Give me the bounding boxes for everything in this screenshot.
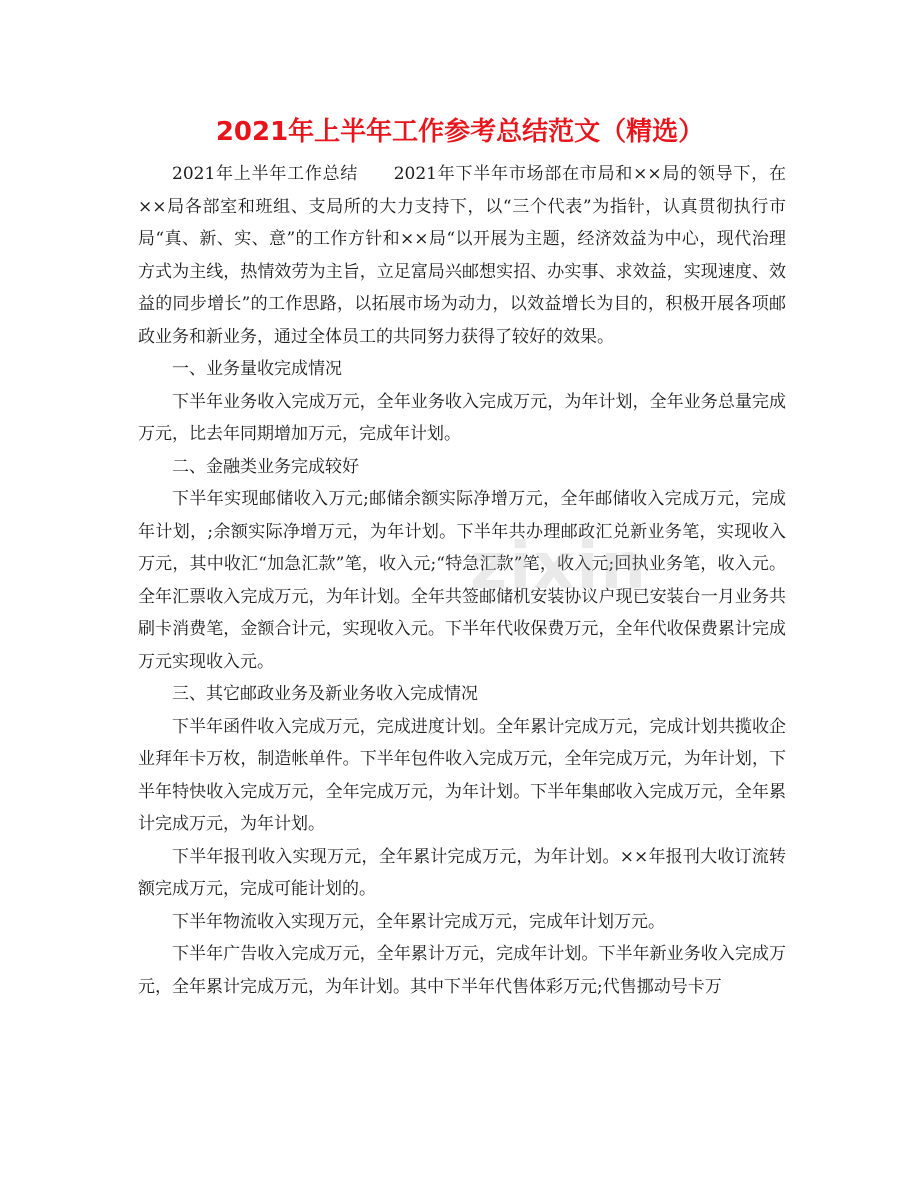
document-body <box>138 158 786 1003</box>
section-heading-3: 三、其它邮政业务及新业务收入完成情况 <box>172 684 478 704</box>
section-heading-2: 二、金融类业务完成较好 <box>172 456 359 477</box>
paragraph-intro: 2021年上半年工作总结 2021年下半年市场部在市局和××局的领导下，在××局各部室和班组、支局所的大力支持下，以“三个代表”为指针，认真贯彻执行市局“真、新、实、意”的工作方针和××局“以开展为主题，经济效益为中心，现代治理方式为主线，热情效劳为主旨，立足富局兴邮想实招、办实事、求效益，实现速度、效益的同步增长”的工作思路，以拓展市场为动力，以效益增长为目的，积极开展各项邮政业务和新业务，通过全体员工的共同努力获得了较好的效果。 <box>138 164 786 347</box>
paragraph-section-1: 下半年业务收入完成万元，全年业务收入完成万元，为年计划，全年业务总量完成万元，比去年同期增加万元，完成年计划。 <box>138 391 786 444</box>
watermark: zixin <box>470 530 648 604</box>
section-heading-1: 一、业务量收完成情况 <box>172 359 342 379</box>
document-title: 2021年上半年工作参考总结范文（精选） <box>215 117 705 147</box>
paragraph-section-3b: 下半年报刊收入实现万元，全年累计完成万元，为年计划。××年报刊大收订流转额完成万元，完成可能计划的。 <box>138 846 786 899</box>
paragraph-section-3d: 下半年广告收入完成万元，全年累计万元，完成年计划。下半年新业务收入完成万元，全年累计完成万元，为年计划。其中下半年代售体彩万元;代售挪动号卡万 <box>138 944 786 997</box>
paragraph-section-2: 下半年实现邮储收入万元;邮储余额实际净增万元，全年邮储收入完成万元，完成年计划，;余额实际净增万元，为年计划。下半年共办理邮政汇兑新业务笔，实现收入万元，其中收汇“加急汇款”笔，收入元;“特急汇款”笔，收入元;回执业务笔，收入元。全年汇票收入完成万元，为年计划。全年共签邮储机安装协议户现已安装台一月业务共刷卡消费笔，金额合计元，实现收入元。下半年代收保费万元，全年代收保费累计完成万元实现收入元。 <box>138 489 786 672</box>
paragraph-section-3a: 下半年函件收入完成万元，完成进度计划。全年累计完成万元，完成计划共揽收企业拜年卡万枚，制造帐单件。下半年包件收入完成万元，全年完成万元，为年计划，下半年特快收入完成万元，全年完成万元，为年计划。下半年集邮收入完成万元，全年累计完成万元，为年计划。 <box>138 716 786 834</box>
paragraph-section-3c: 下半年物流收入实现万元，全年累计完成万元，完成年计划万元。 <box>172 911 665 932</box>
